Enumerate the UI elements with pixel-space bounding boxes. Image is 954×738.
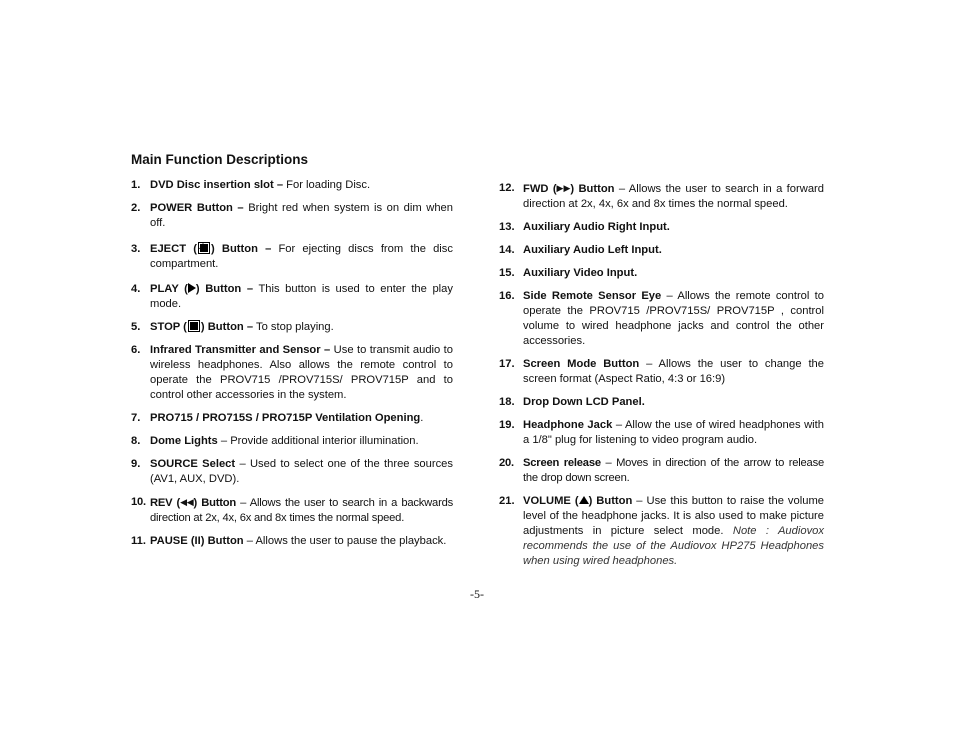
item-label: PAUSE (II) Button	[150, 535, 244, 547]
stop-icon	[188, 320, 200, 332]
item-text: For loading Disc.	[283, 179, 371, 191]
rewind-icon: ◀◀	[180, 497, 194, 507]
list-item-8	[131, 434, 453, 449]
right-column	[499, 181, 824, 577]
list-item-3	[131, 242, 453, 272]
list-item-16	[499, 289, 824, 349]
list-item-12	[499, 181, 824, 212]
item-label: REV (	[150, 497, 181, 509]
item-label: Auxiliary Audio Right Input.	[523, 221, 670, 233]
item-number: 8.	[131, 435, 141, 447]
list-item-2	[131, 201, 453, 231]
item-label: Headphone Jack	[523, 419, 613, 431]
list-item-14	[499, 243, 824, 258]
item-text: – Allows the user to change the screen format (Aspect Ratio, 4:3 or 16:9)	[523, 358, 824, 385]
item-text: – Allow the use of wired headphones with a 1/8" plug for listening to video program audio.	[523, 419, 824, 446]
item-number: 21.	[499, 495, 515, 507]
volume-up-icon	[579, 496, 589, 504]
item-text: – Moves in direction of the arrow to release the drop down screen.	[523, 457, 824, 484]
list-item-19	[499, 418, 824, 448]
item-label: EJECT (	[150, 243, 197, 255]
item-label: SOURCE Select	[150, 458, 236, 470]
item-label-end: ) Button	[588, 495, 633, 507]
list-item-20	[499, 456, 824, 486]
item-number: 3.	[131, 243, 141, 255]
item-label-end: ) Button	[193, 497, 237, 509]
item-number: 17.	[499, 358, 515, 370]
item-text: – Used to select one of the three sources (AV1, AUX, DVD).	[150, 458, 454, 485]
item-label: VOLUME (	[523, 495, 579, 507]
item-number: 20.	[499, 457, 514, 469]
item-text: – Allows the remote control to operate the PROV715 /PROV715S/ PROV715P , control volume to wired headphone jacks and control the other accessories.	[523, 290, 824, 347]
item-label: Drop Down LCD Panel.	[523, 396, 645, 408]
item-text: – Allows the user to pause the playback.	[243, 535, 447, 547]
item-text: – Allows the user to search in a forward direction at 2x, 4x, 6x and 8x times the normal speed.	[523, 183, 824, 210]
item-label: Dome Lights	[150, 435, 218, 447]
item-number: 19.	[499, 419, 515, 431]
item-text: – Provide additional interior illumination.	[217, 435, 419, 447]
item-number: 7.	[131, 412, 141, 424]
item-number: 16.	[499, 290, 515, 302]
list-item-17	[499, 357, 824, 387]
item-number: 2.	[131, 202, 141, 214]
item-text: – Allows the user to search in a backwards direction at 2x, 4x, 6x and 8x times the normal speed.	[150, 497, 454, 524]
item-label-end: ) Button –	[210, 243, 272, 255]
item-label: Side Remote Sensor Eye	[523, 290, 662, 302]
list-item-5	[131, 320, 453, 335]
item-label: FWD (	[523, 183, 557, 195]
left-column	[131, 178, 453, 557]
item-number: 4.	[131, 283, 141, 295]
item-number: 1.	[131, 179, 141, 191]
list-item-4	[131, 282, 453, 312]
list-item-10	[131, 495, 453, 526]
item-text: – Use this button to raise the volume level of the headphone jacks. It is also used to make picture adjustments in picture select mode.	[523, 495, 824, 537]
item-label: DVD Disc insertion slot –	[150, 179, 284, 191]
item-text: Use to transmit audio to wireless headphones. Also allows the remote control to operate the PROV715 /PROV715S/ PROV715P and to control other accessories in the system.	[150, 344, 453, 401]
item-number: 15.	[499, 267, 515, 279]
item-label: Screen Mode Button	[523, 358, 640, 370]
list-item-11	[131, 534, 453, 549]
fast-forward-icon: ▶▶	[556, 183, 571, 193]
item-label: POWER Button –	[150, 202, 244, 214]
item-number: 12.	[499, 182, 515, 194]
item-label: STOP (	[150, 321, 187, 333]
item-label-end: ) Button –	[195, 283, 254, 295]
item-text: This button is used to enter the play mode.	[150, 283, 453, 310]
item-number: 9.	[131, 458, 141, 470]
item-label-end: ) Button –	[200, 321, 254, 333]
list-item-18	[499, 395, 824, 410]
item-text: To stop playing.	[253, 321, 334, 333]
item-number: 14.	[499, 244, 515, 256]
item-number: 5.	[131, 321, 141, 333]
page-title: Main Function Descriptions	[131, 152, 309, 167]
item-number: 18.	[499, 396, 515, 408]
play-icon	[188, 283, 196, 293]
item-label: Auxiliary Video Input.	[523, 267, 638, 279]
item-label: Infrared Transmitter and Sensor –	[150, 344, 331, 356]
item-number: 13.	[499, 221, 515, 233]
item-text: Bright red when system is on dim when off.	[150, 202, 453, 229]
item-label: Screen release	[523, 457, 601, 469]
item-number: 10.	[131, 496, 146, 508]
item-label: PRO715 / PRO715S / PRO715P Ventilation Opening	[150, 412, 421, 424]
item-number: 11.	[131, 535, 146, 547]
item-note: Note : Audiovox recommends the use of the Audiovox HP275 Headphones when using wired headphones.	[523, 525, 824, 567]
item-label: Auxiliary Audio Left Input.	[523, 244, 662, 256]
item-text: .	[420, 412, 424, 424]
list-item-15	[499, 266, 824, 281]
list-item-7	[131, 411, 453, 426]
list-item-1	[131, 178, 453, 193]
item-text: For ejecting discs from the disc compartment.	[150, 243, 453, 270]
list-item-13	[499, 220, 824, 235]
page-number: -5-	[470, 587, 484, 601]
list-item-6	[131, 343, 453, 403]
item-label-end: ) Button	[570, 183, 615, 195]
eject-icon	[198, 242, 210, 254]
item-number: 6.	[131, 344, 141, 356]
list-item-9	[131, 457, 453, 487]
list-item-21	[499, 494, 824, 569]
item-label: PLAY (	[150, 283, 188, 295]
